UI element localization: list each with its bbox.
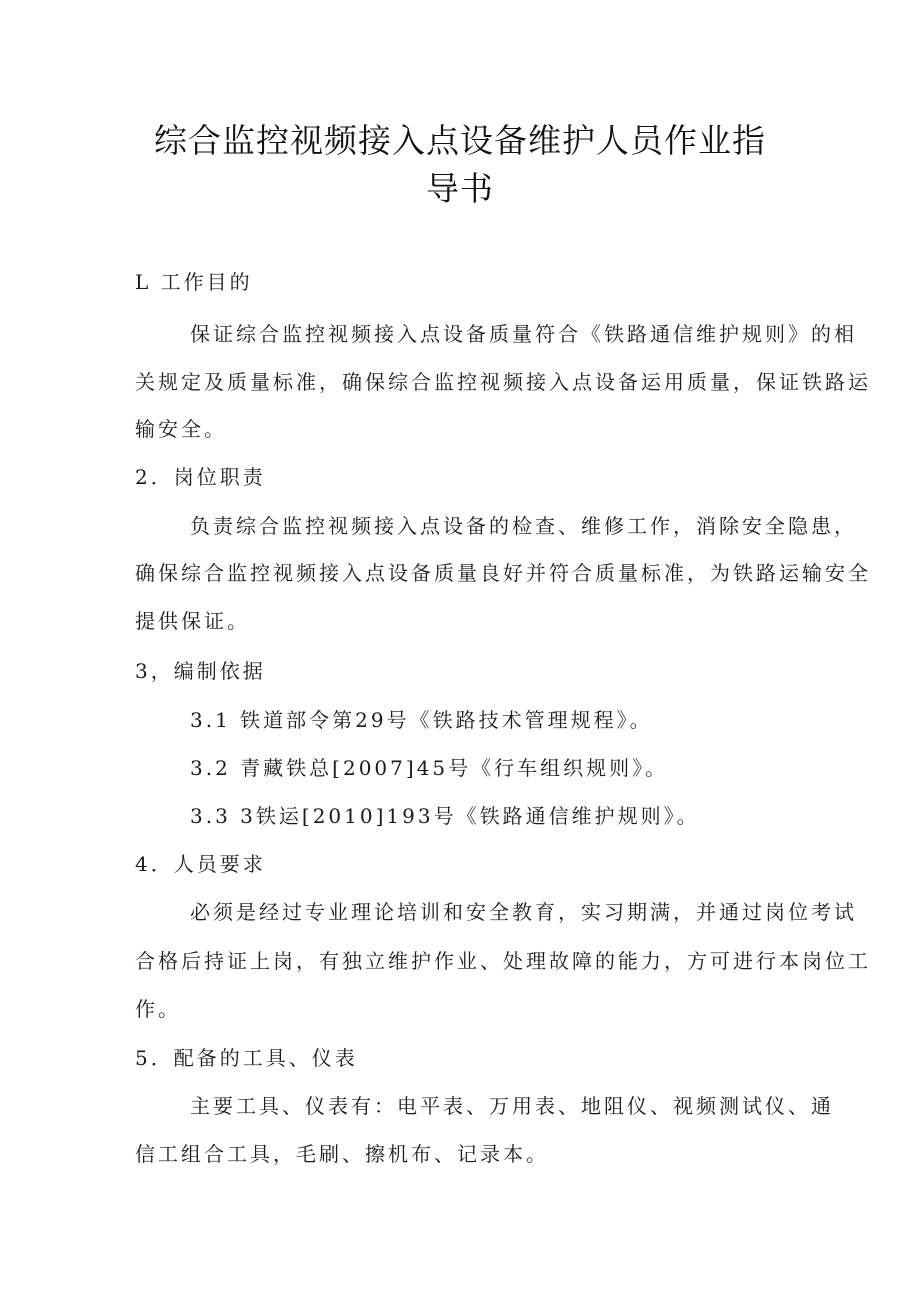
paragraph-line: 合格后持证上岗，有独立维护作业、处理故障的能力，方可进行本岗位工: [135, 949, 871, 973]
document-title-line2: 导书: [426, 169, 494, 208]
paragraph-line: 保证综合监控视频接入点设备质量符合《铁路通信维护规则》的相: [190, 322, 857, 346]
section-heading-tools: 5．配备的工具、仪表: [135, 1046, 358, 1070]
section-heading-purpose: L 工作目的: [135, 270, 253, 294]
section-heading-basis: 3，编制依据: [135, 659, 266, 683]
paragraph-line: 负责综合监控视频接入点设备的检查、维修工作，消除安全隐患，: [190, 514, 857, 538]
document-title-line1: 综合监控视频接入点设备维护人员作业指: [154, 121, 766, 160]
section-heading-duties: 2．岗位职责: [135, 465, 266, 489]
basis-item: 3.1 铁道部令第29号《铁路技术管理规程》。: [190, 708, 653, 732]
paragraph-line: 确保综合监控视频接入点设备质量良好并符合质量标准，为铁路运输安全: [135, 561, 871, 585]
paragraph-line: 作。: [135, 997, 181, 1021]
basis-item: 3.3 3铁运[2010]193号《铁路通信维护规则》。: [190, 804, 700, 828]
paragraph-line: 提供保证。: [135, 609, 250, 633]
paragraph-line: 主要工具、仪表有：电平表、万用表、地阻仪、视频测试仪、通: [190, 1094, 834, 1118]
paragraph-line: 必须是经过专业理论培训和安全教育，实习期满，并通过岗位考试: [190, 900, 857, 924]
paragraph-line: 输安全。: [135, 417, 227, 441]
basis-item: 3.2 青藏铁总[2007]45号《行车组织规则》。: [190, 756, 669, 780]
section-heading-personnel: 4．人员要求: [135, 852, 266, 876]
paragraph-line: 关规定及质量标准，确保综合监控视频接入点设备运用质量，保证铁路运: [135, 370, 871, 394]
paragraph-line: 信工组合工具，毛刷、擦机布、记录本。: [135, 1142, 549, 1166]
